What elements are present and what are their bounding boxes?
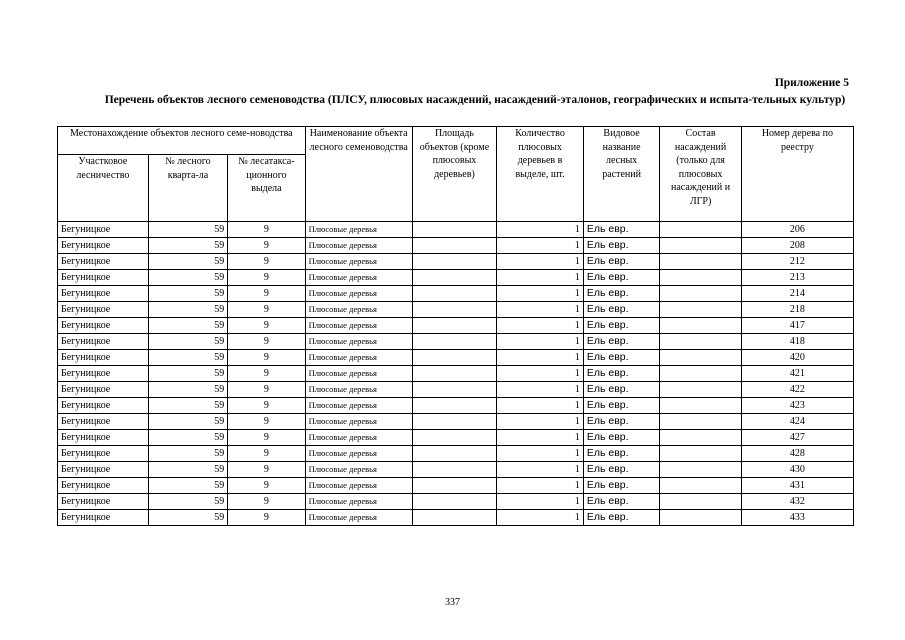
- table-row: [58, 414, 854, 430]
- header-quantity: Количество плюсовых деревьев в выделе, шт.: [497, 127, 584, 222]
- species-cell: Ель евр.: [583, 510, 659, 526]
- forestry-cell: Бегуницкое: [58, 494, 149, 510]
- species-cell: Ель евр.: [583, 366, 659, 382]
- composition-cell: [660, 286, 742, 302]
- forestry-cell: Бегуницкое: [58, 366, 149, 382]
- kvartal-cell: 59: [148, 334, 227, 350]
- registry-no-cell: 427: [741, 430, 853, 446]
- composition-cell: [660, 350, 742, 366]
- area-cell: [412, 510, 497, 526]
- forestry-cell: Бегуницкое: [58, 334, 149, 350]
- vydel-cell: 9: [228, 398, 305, 414]
- forestry-cell: Бегуницкое: [58, 478, 149, 494]
- vydel-cell: 9: [228, 238, 305, 254]
- composition-cell: [660, 446, 742, 462]
- species-cell: Ель евр.: [583, 222, 659, 238]
- species-cell: Ель евр.: [583, 494, 659, 510]
- object-name-cell: Плюсовые деревья: [305, 334, 412, 350]
- registry-no-cell: 423: [741, 398, 853, 414]
- quantity-cell: 1: [497, 318, 584, 334]
- registry-no-cell: 218: [741, 302, 853, 318]
- area-cell: [412, 350, 497, 366]
- object-name-cell: Плюсовые деревья: [305, 270, 412, 286]
- header-object-name: Наименование объекта лесного семеноводства: [305, 127, 412, 222]
- quantity-cell: 1: [497, 382, 584, 398]
- area-cell: [412, 270, 497, 286]
- table-row: [58, 238, 854, 254]
- kvartal-cell: 59: [148, 446, 227, 462]
- species-cell: Ель евр.: [583, 286, 659, 302]
- kvartal-cell: 59: [148, 286, 227, 302]
- registry-no-cell: 430: [741, 462, 853, 478]
- table-row: [58, 398, 854, 414]
- species-cell: Ель евр.: [583, 238, 659, 254]
- kvartal-cell: 59: [148, 510, 227, 526]
- kvartal-cell: 59: [148, 478, 227, 494]
- species-cell: Ель евр.: [583, 254, 659, 270]
- kvartal-cell: 59: [148, 414, 227, 430]
- composition-cell: [660, 414, 742, 430]
- table-row: [58, 270, 854, 286]
- table-row: [58, 510, 854, 526]
- area-cell: [412, 494, 497, 510]
- table-row: [58, 494, 854, 510]
- registry-no-cell: 212: [741, 254, 853, 270]
- quantity-cell: 1: [497, 462, 584, 478]
- composition-cell: [660, 462, 742, 478]
- quantity-cell: 1: [497, 414, 584, 430]
- vydel-cell: 9: [228, 494, 305, 510]
- object-name-cell: Плюсовые деревья: [305, 366, 412, 382]
- quantity-cell: 1: [497, 270, 584, 286]
- page-number: 337: [445, 597, 460, 608]
- registry-no-cell: 422: [741, 382, 853, 398]
- object-name-cell: Плюсовые деревья: [305, 414, 412, 430]
- quantity-cell: 1: [497, 366, 584, 382]
- vydel-cell: 9: [228, 318, 305, 334]
- forestry-cell: Бегуницкое: [58, 350, 149, 366]
- forestry-cell: Бегуницкое: [58, 446, 149, 462]
- area-cell: [412, 382, 497, 398]
- species-cell: Ель евр.: [583, 462, 659, 478]
- area-cell: [412, 430, 497, 446]
- table-row: [58, 254, 854, 270]
- object-name-cell: Плюсовые деревья: [305, 222, 412, 238]
- species-cell: Ель евр.: [583, 270, 659, 286]
- kvartal-cell: 59: [148, 254, 227, 270]
- table-row: [58, 366, 854, 382]
- composition-cell: [660, 398, 742, 414]
- composition-cell: [660, 334, 742, 350]
- area-cell: [412, 254, 497, 270]
- forestry-cell: Бегуницкое: [58, 430, 149, 446]
- composition-cell: [660, 222, 742, 238]
- table-row: [58, 462, 854, 478]
- kvartal-cell: 59: [148, 366, 227, 382]
- forestry-cell: Бегуницкое: [58, 254, 149, 270]
- header-registry-no: Номер дерева по реестру: [741, 127, 853, 222]
- kvartal-cell: 59: [148, 430, 227, 446]
- header-kvartal: № лесного кварта-ла: [148, 155, 227, 222]
- kvartal-cell: 59: [148, 222, 227, 238]
- quantity-cell: 1: [497, 222, 584, 238]
- registry-no-cell: 206: [741, 222, 853, 238]
- quantity-cell: 1: [497, 334, 584, 350]
- object-name-cell: Плюсовые деревья: [305, 286, 412, 302]
- vydel-cell: 9: [228, 414, 305, 430]
- quantity-cell: 1: [497, 430, 584, 446]
- area-cell: [412, 478, 497, 494]
- quantity-cell: 1: [497, 398, 584, 414]
- area-cell: [412, 334, 497, 350]
- table-row: [58, 446, 854, 462]
- quantity-cell: 1: [497, 446, 584, 462]
- vydel-cell: 9: [228, 446, 305, 462]
- object-name-cell: Плюсовые деревья: [305, 462, 412, 478]
- registry-no-cell: 432: [741, 494, 853, 510]
- vydel-cell: 9: [228, 366, 305, 382]
- composition-cell: [660, 430, 742, 446]
- kvartal-cell: 59: [148, 318, 227, 334]
- quantity-cell: 1: [497, 254, 584, 270]
- registry-no-cell: 417: [741, 318, 853, 334]
- vydel-cell: 9: [228, 222, 305, 238]
- object-name-cell: Плюсовые деревья: [305, 478, 412, 494]
- species-cell: Ель евр.: [583, 382, 659, 398]
- table-row: [58, 318, 854, 334]
- kvartal-cell: 59: [148, 398, 227, 414]
- kvartal-cell: 59: [148, 302, 227, 318]
- forestry-cell: Бегуницкое: [58, 270, 149, 286]
- vydel-cell: 9: [228, 478, 305, 494]
- composition-cell: [660, 302, 742, 318]
- forestry-cell: Бегуницкое: [58, 222, 149, 238]
- header-vydel: № лесатакса-ционного выдела: [228, 155, 305, 222]
- area-cell: [412, 414, 497, 430]
- vydel-cell: 9: [228, 462, 305, 478]
- vydel-cell: 9: [228, 286, 305, 302]
- composition-cell: [660, 366, 742, 382]
- species-cell: Ель евр.: [583, 318, 659, 334]
- table-row: [58, 302, 854, 318]
- table-row: [58, 222, 854, 238]
- appendix-label: Приложение 5: [774, 77, 849, 89]
- forestry-cell: Бегуницкое: [58, 414, 149, 430]
- kvartal-cell: 59: [148, 382, 227, 398]
- species-cell: Ель евр.: [583, 350, 659, 366]
- forestry-cell: Бегуницкое: [58, 286, 149, 302]
- table-body: [58, 222, 854, 526]
- object-name-cell: Плюсовые деревья: [305, 238, 412, 254]
- quantity-cell: 1: [497, 286, 584, 302]
- species-cell: Ель евр.: [583, 302, 659, 318]
- species-cell: Ель евр.: [583, 430, 659, 446]
- vydel-cell: 9: [228, 350, 305, 366]
- registry-no-cell: 418: [741, 334, 853, 350]
- forestry-cell: Бегуницкое: [58, 382, 149, 398]
- area-cell: [412, 302, 497, 318]
- object-name-cell: Плюсовые деревья: [305, 350, 412, 366]
- object-name-cell: Плюсовые деревья: [305, 430, 412, 446]
- area-cell: [412, 222, 497, 238]
- quantity-cell: 1: [497, 238, 584, 254]
- object-name-cell: Плюсовые деревья: [305, 398, 412, 414]
- object-name-cell: Плюсовые деревья: [305, 302, 412, 318]
- header-composition: Состав насаждений (только для плюсовых насаждений и ЛГР): [660, 127, 742, 222]
- kvartal-cell: 59: [148, 350, 227, 366]
- document-title: Перечень объектов лесного семеноводства (ПЛСУ, плюсовых насаждений, насаждений-эталонов, географических и испыта-тельных культур): [104, 94, 846, 106]
- vydel-cell: 9: [228, 382, 305, 398]
- object-name-cell: Плюсовые деревья: [305, 510, 412, 526]
- quantity-cell: 1: [497, 478, 584, 494]
- vydel-cell: 9: [228, 302, 305, 318]
- header-location-group: Местонахождение объектов лесного семе-новодства: [58, 127, 306, 155]
- species-cell: Ель евр.: [583, 414, 659, 430]
- species-cell: Ель евр.: [583, 334, 659, 350]
- table-row: [58, 430, 854, 446]
- area-cell: [412, 286, 497, 302]
- header-area: Площадь объектов (кроме плюсовых деревьев): [412, 127, 497, 222]
- header-species: Видовое название лесных растений: [583, 127, 659, 222]
- kvartal-cell: 59: [148, 270, 227, 286]
- composition-cell: [660, 382, 742, 398]
- forestry-cell: Бегуницкое: [58, 398, 149, 414]
- quantity-cell: 1: [497, 302, 584, 318]
- table-row: [58, 382, 854, 398]
- table-row: [58, 286, 854, 302]
- registry-no-cell: 431: [741, 478, 853, 494]
- composition-cell: [660, 270, 742, 286]
- forestry-cell: Бегуницкое: [58, 510, 149, 526]
- header-forestry: Участковое лесничество: [58, 155, 149, 222]
- vydel-cell: 9: [228, 270, 305, 286]
- registry-no-cell: 420: [741, 350, 853, 366]
- composition-cell: [660, 494, 742, 510]
- forestry-cell: Бегуницкое: [58, 318, 149, 334]
- composition-cell: [660, 478, 742, 494]
- vydel-cell: 9: [228, 510, 305, 526]
- object-name-cell: Плюсовые деревья: [305, 254, 412, 270]
- area-cell: [412, 398, 497, 414]
- forestry-cell: Бегуницкое: [58, 238, 149, 254]
- species-cell: Ель евр.: [583, 446, 659, 462]
- table-row: [58, 478, 854, 494]
- vydel-cell: 9: [228, 334, 305, 350]
- registry-no-cell: 424: [741, 414, 853, 430]
- area-cell: [412, 462, 497, 478]
- kvartal-cell: 59: [148, 238, 227, 254]
- registry-no-cell: 208: [741, 238, 853, 254]
- vydel-cell: 9: [228, 430, 305, 446]
- object-name-cell: Плюсовые деревья: [305, 446, 412, 462]
- kvartal-cell: 59: [148, 462, 227, 478]
- area-cell: [412, 446, 497, 462]
- registry-no-cell: 428: [741, 446, 853, 462]
- kvartal-cell: 59: [148, 494, 227, 510]
- species-cell: Ель евр.: [583, 398, 659, 414]
- object-name-cell: Плюсовые деревья: [305, 494, 412, 510]
- composition-cell: [660, 510, 742, 526]
- area-cell: [412, 238, 497, 254]
- object-name-cell: Плюсовые деревья: [305, 382, 412, 398]
- seed-objects-table: [57, 126, 854, 526]
- composition-cell: [660, 318, 742, 334]
- forestry-cell: Бегуницкое: [58, 302, 149, 318]
- table-row: [58, 334, 854, 350]
- vydel-cell: 9: [228, 254, 305, 270]
- object-name-cell: Плюсовые деревья: [305, 318, 412, 334]
- registry-no-cell: 421: [741, 366, 853, 382]
- registry-no-cell: 433: [741, 510, 853, 526]
- area-cell: [412, 318, 497, 334]
- table-row: [58, 350, 854, 366]
- area-cell: [412, 366, 497, 382]
- composition-cell: [660, 254, 742, 270]
- quantity-cell: 1: [497, 494, 584, 510]
- registry-no-cell: 213: [741, 270, 853, 286]
- composition-cell: [660, 238, 742, 254]
- quantity-cell: 1: [497, 510, 584, 526]
- forestry-cell: Бегуницкое: [58, 462, 149, 478]
- species-cell: Ель евр.: [583, 478, 659, 494]
- quantity-cell: 1: [497, 350, 584, 366]
- registry-no-cell: 214: [741, 286, 853, 302]
